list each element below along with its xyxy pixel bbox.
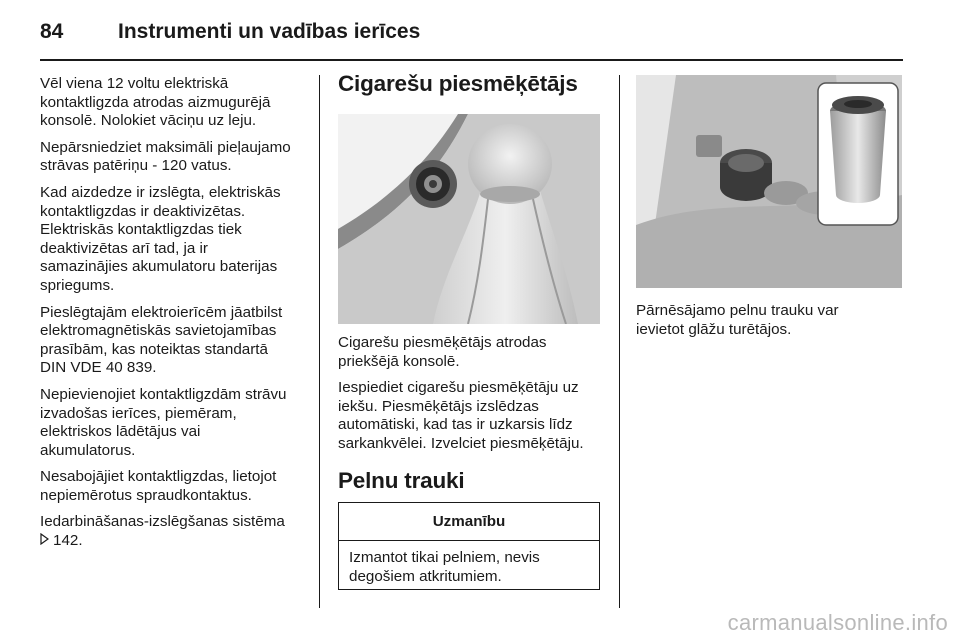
column-2	[338, 71, 604, 96]
column-2-body	[338, 334, 604, 493]
ashtray-image	[636, 75, 902, 288]
section-heading: Cigarešu piesmēķētājs	[338, 71, 578, 96]
watermark: carmanualsonline.info	[727, 610, 948, 635]
column-divider	[619, 75, 620, 608]
column-1	[40, 75, 310, 551]
paragraph: Iespiediet cigarešu piesmēķētāju uz iekšu. Piesmēķētājs izslēdzas automātiski, kad tas ir uzkarsis līdz sarkankvēlei. Izvelciet piesmēķētāju.	[338, 379, 584, 452]
paragraph: Nepievienojiet kontaktligzdām strāvu izvadošas ierīces, piemēram, elektriskos lādētājus vai akumulatorus.	[40, 385, 287, 459]
cigarette-lighter-image	[338, 114, 600, 324]
page-number: 84	[40, 20, 64, 43]
paragraph: Pieslēgtajām elektroierīcēm jāatbilst elektromagnētiskās savietojamības prasībām, kas noteiktas standartā DIN VDE 40 839.	[40, 303, 283, 377]
column-divider	[319, 75, 320, 608]
caution-title: Uzmanību	[339, 503, 599, 541]
page-ref-arrow-icon	[40, 532, 49, 551]
cross-reference[interactable]	[40, 532, 310, 551]
chapter-title: Instrumenti un vadības ierīces	[118, 20, 421, 43]
section-heading: Pelnu trauki	[338, 467, 465, 493]
column-3-body	[636, 302, 906, 347]
paragraph: Kad aizdedze ir izslēgta, elektriskās kontaktligzdas ir deaktivizētas. Elektriskās kontaktligzdas tiek deaktivizētas arī tad, ja ir samazinājies akumulatoru baterijas spriegums.	[40, 183, 281, 294]
paragraph: Pārnēsājamo pelnu trauku var ievietot glāžu turētājos.	[636, 302, 839, 338]
header-rule	[40, 59, 903, 61]
paragraph: Iedarbināšanas-izslēgšanas sistēma	[40, 513, 285, 531]
caution-box	[338, 502, 600, 590]
xref-page: 142.	[53, 532, 83, 550]
paragraph: Nesabojājiet kontaktligzdas, lietojot nepiemērotus spraudkontaktus.	[40, 468, 277, 504]
paragraph: Nepārsniedziet maksimāli pieļaujamo strāvas patēriņu - 120 vatus.	[40, 138, 291, 175]
paragraph: Vēl viena 12 voltu elektriskā kontaktligzda atrodas aizmugurējā konsolē. Nolokiet vāciņu uz leju.	[40, 75, 271, 130]
caution-text: Izmantot tikai pelniem, nevis degošiem atkritumiem.	[349, 549, 540, 585]
paragraph: Cigarešu piesmēķētājs atrodas priekšējā konsolē.	[338, 334, 547, 370]
page-header	[40, 18, 920, 58]
